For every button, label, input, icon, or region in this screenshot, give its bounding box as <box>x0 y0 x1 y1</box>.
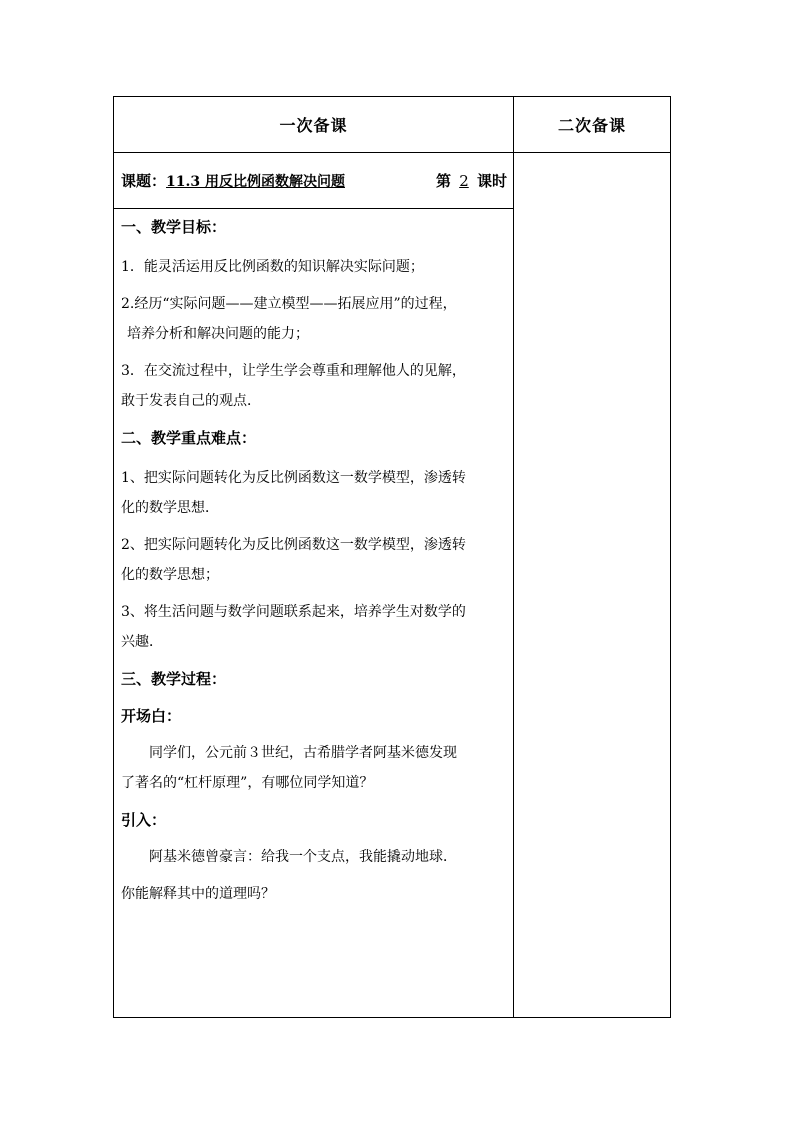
topic-label: 课题： <box>121 172 167 190</box>
key-point-3-line1: 3、将生活问题与数学问题联系起来，培养学生对数学的 <box>121 604 466 620</box>
intro-line2: 你能解释其中的道理吗？ <box>121 886 275 902</box>
key-point-1-line1: 1、把实际问题转化为反比例函数这一数学模型，渗透转 <box>121 470 466 486</box>
key-point-3-line2: 兴趣． <box>121 634 163 650</box>
lesson-plan-table <box>113 96 671 1018</box>
key-point-2-line1: 2、把实际问题转化为反比例函数这一数学模型，渗透转 <box>121 537 466 553</box>
objective-2-line2: 培养分析和解决问题的能力； <box>127 326 309 342</box>
lesson-suffix: 课时 <box>476 172 507 190</box>
key-point-1-line2: 化的数学思想． <box>121 500 219 516</box>
intro-line1: 阿基米德曾豪言：给我一个支点，我能撬动地球． <box>149 849 457 865</box>
objective-1: 1．能灵活运用反比例函数的知识解决实际问题； <box>121 259 424 275</box>
objective-3-line2: 敢于发表自己的观点． <box>121 393 261 409</box>
lesson-number: 2 <box>459 171 469 190</box>
intro-heading: 引入： <box>121 811 167 829</box>
topic-row <box>121 153 507 208</box>
topic-title: 11.3 用反比例函数解决问题 <box>166 173 345 190</box>
objectives-heading: 一、教学目标： <box>121 218 227 236</box>
opening-line2: 了著名的“杠杆原理”，有哪位同学知道？ <box>121 775 374 791</box>
lesson-prefix: 第 <box>435 172 451 190</box>
lesson-content <box>121 209 509 904</box>
opening-heading: 开场白： <box>121 707 182 725</box>
column-divider <box>513 97 514 1017</box>
second-prep-header: 二次备课 <box>557 116 626 135</box>
first-prep-header: 一次备课 <box>279 116 348 135</box>
key-point-2-line2: 化的数学思想； <box>121 567 219 583</box>
opening-line1: 同学们，公元前３世纪，古希腊学者阿基米德发现 <box>149 745 457 761</box>
objective-2-line1: 2.经历“实际问题——建立模型——拓展应用”的过程， <box>121 296 457 312</box>
process-heading: 三、教学过程： <box>121 670 227 688</box>
objective-3-line1: 3．在交流过程中，让学生学会尊重和理解他人的见解， <box>121 363 466 379</box>
key-points-heading: 二、教学重点难点： <box>121 429 257 447</box>
